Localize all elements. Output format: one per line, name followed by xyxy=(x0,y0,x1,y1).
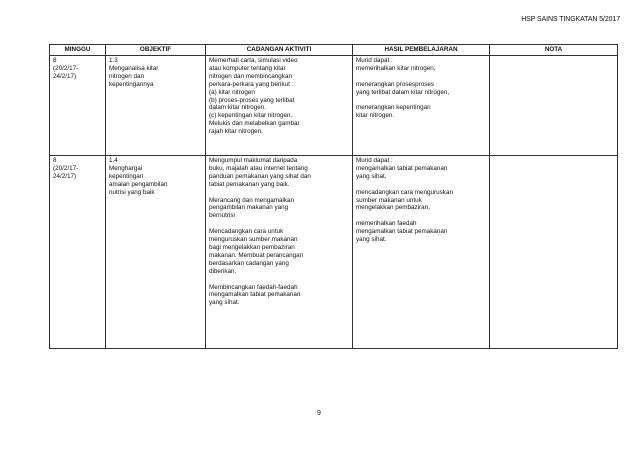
cell-line: Membincangkan faedah-faedah xyxy=(209,283,298,291)
cell-line: Merancang dan mengamalkan xyxy=(209,196,295,204)
column-header-nota: NOTA xyxy=(490,45,618,56)
cell-line: Mengumpul maklumat daripada xyxy=(209,157,298,164)
cell-line: (c) kepentingan kitar nitrogen. xyxy=(209,112,293,120)
cell-objektif xyxy=(106,156,206,349)
cell-line: nutrisi yang baik xyxy=(109,188,155,196)
cell-line: Memerhati carta, simulasi video xyxy=(209,57,298,64)
cell-line: 24/2/17) xyxy=(53,172,77,180)
cell-line: (a) kitar nitrogen xyxy=(209,88,255,96)
cell-line xyxy=(356,73,486,81)
cell-line: mencadangkan cara menguruskan xyxy=(356,188,453,196)
lesson-plan-table xyxy=(49,44,618,349)
cell-line xyxy=(356,212,486,220)
cell-nota xyxy=(490,156,618,349)
cell-aktiviti xyxy=(206,56,353,156)
column-header-minggu: MINGGU xyxy=(50,45,106,56)
cell-line: Murid dapat : xyxy=(356,157,393,164)
cell-line: nitrogen dan membincangkan xyxy=(209,72,292,80)
cell-line: Menghargai xyxy=(109,164,143,172)
cell-line xyxy=(356,181,486,189)
cell-line: mengamalkan tabiat pemakanan xyxy=(209,291,301,299)
cell-line: panduan pemakanan yang sihat dan xyxy=(209,172,311,180)
cell-line xyxy=(356,97,486,105)
cell-line: Murid dapat : xyxy=(356,57,393,64)
cell-line: bernutrisi xyxy=(209,212,235,220)
cell-line: atau komputer tentang kitar xyxy=(209,64,286,72)
cell-line: menerangkan kepentingan xyxy=(356,104,431,112)
cell-line: yang terlibat dalam kitar nitrogen, xyxy=(356,88,450,96)
table-row xyxy=(50,56,618,156)
cell-line: yang sihat. xyxy=(356,236,387,244)
cell-hasil xyxy=(353,56,490,156)
cell-nota xyxy=(490,56,618,156)
cell-objektif xyxy=(106,56,206,156)
cell-line: yang sihat, xyxy=(356,172,387,180)
cell-line: amalan pengambilan xyxy=(109,180,168,188)
cell-line: dalam kitar nitrogen. xyxy=(209,104,267,112)
cell-line: diberikan. xyxy=(209,267,237,275)
cell-line: Mencadangkan cara untuk xyxy=(209,228,284,236)
cell-line: tabiat pemakanan yang baik. xyxy=(209,180,290,188)
column-header-aktiviti: CADANGAN AKTIVITI xyxy=(206,45,353,56)
cell-line: Menganalisa kitar xyxy=(109,64,159,72)
cell-line xyxy=(209,189,349,197)
cell-line: Melukis dan melabelkan gambar xyxy=(209,120,300,128)
cell-line: sumber makanan untuk xyxy=(356,196,422,204)
cell-line: 1.3 xyxy=(109,57,118,64)
cell-line: perkara-perkara yang berikut : xyxy=(209,80,294,88)
cell-minggu xyxy=(50,156,106,349)
table-row xyxy=(50,156,618,349)
cell-line xyxy=(209,220,349,228)
cell-line: memerihalkan kitar nitrogen, xyxy=(356,64,436,72)
cell-line: (b) proses-proses yang terlibat xyxy=(209,96,295,104)
cell-line: mengamalkan tabiat pemakanan xyxy=(356,228,448,236)
cell-line: kitar nitrogen. xyxy=(356,112,395,120)
cell-line: 8 xyxy=(53,157,57,164)
cell-line: (20/2/17- xyxy=(53,164,79,172)
cell-line: 1.4 xyxy=(109,157,118,164)
column-header-objektif: OBJEKTIF xyxy=(106,45,206,56)
table-header-row xyxy=(50,45,618,56)
cell-line: pengambilan makanan yang xyxy=(209,204,289,212)
cell-aktiviti xyxy=(206,156,353,349)
page-number: 9 xyxy=(317,410,321,417)
cell-line: nitrogen dan xyxy=(109,72,145,80)
cell-line: rajah kitar nitrogen. xyxy=(209,128,263,136)
cell-line: bagi mengelakkan pembaziran xyxy=(209,243,295,251)
column-header-hasil: HASIL PEMBELAJARAN xyxy=(353,45,490,56)
cell-line: 8 xyxy=(53,57,57,64)
cell-line: menguruskan sumber makanan xyxy=(209,236,298,244)
cell-line: 24/2/17) xyxy=(53,72,77,80)
cell-line: kepentingan xyxy=(109,172,144,180)
cell-line: yang sihat. xyxy=(209,299,240,307)
cell-line: makanan. Membuat perancangan xyxy=(209,251,304,259)
cell-line: buku, majalah atau internet tentang xyxy=(209,164,308,172)
cell-line: kepentingannya xyxy=(109,80,154,88)
cell-line: mengelakkan pembaziran, xyxy=(356,204,430,212)
cell-line: menerangkan prosesproses xyxy=(356,80,435,88)
cell-line: mengamalkan tabiat pemakanan xyxy=(356,164,448,172)
cell-line: berdasarkan cadangan yang xyxy=(209,259,289,267)
cell-line: (20/2/17- xyxy=(53,64,79,72)
cell-hasil xyxy=(353,156,490,349)
cell-line xyxy=(209,276,349,284)
cell-minggu xyxy=(50,56,106,156)
cell-line: memerihalkan faedah xyxy=(356,220,417,228)
document-header: HSP SAINS TINGKATAN 5/2017 xyxy=(521,16,620,23)
